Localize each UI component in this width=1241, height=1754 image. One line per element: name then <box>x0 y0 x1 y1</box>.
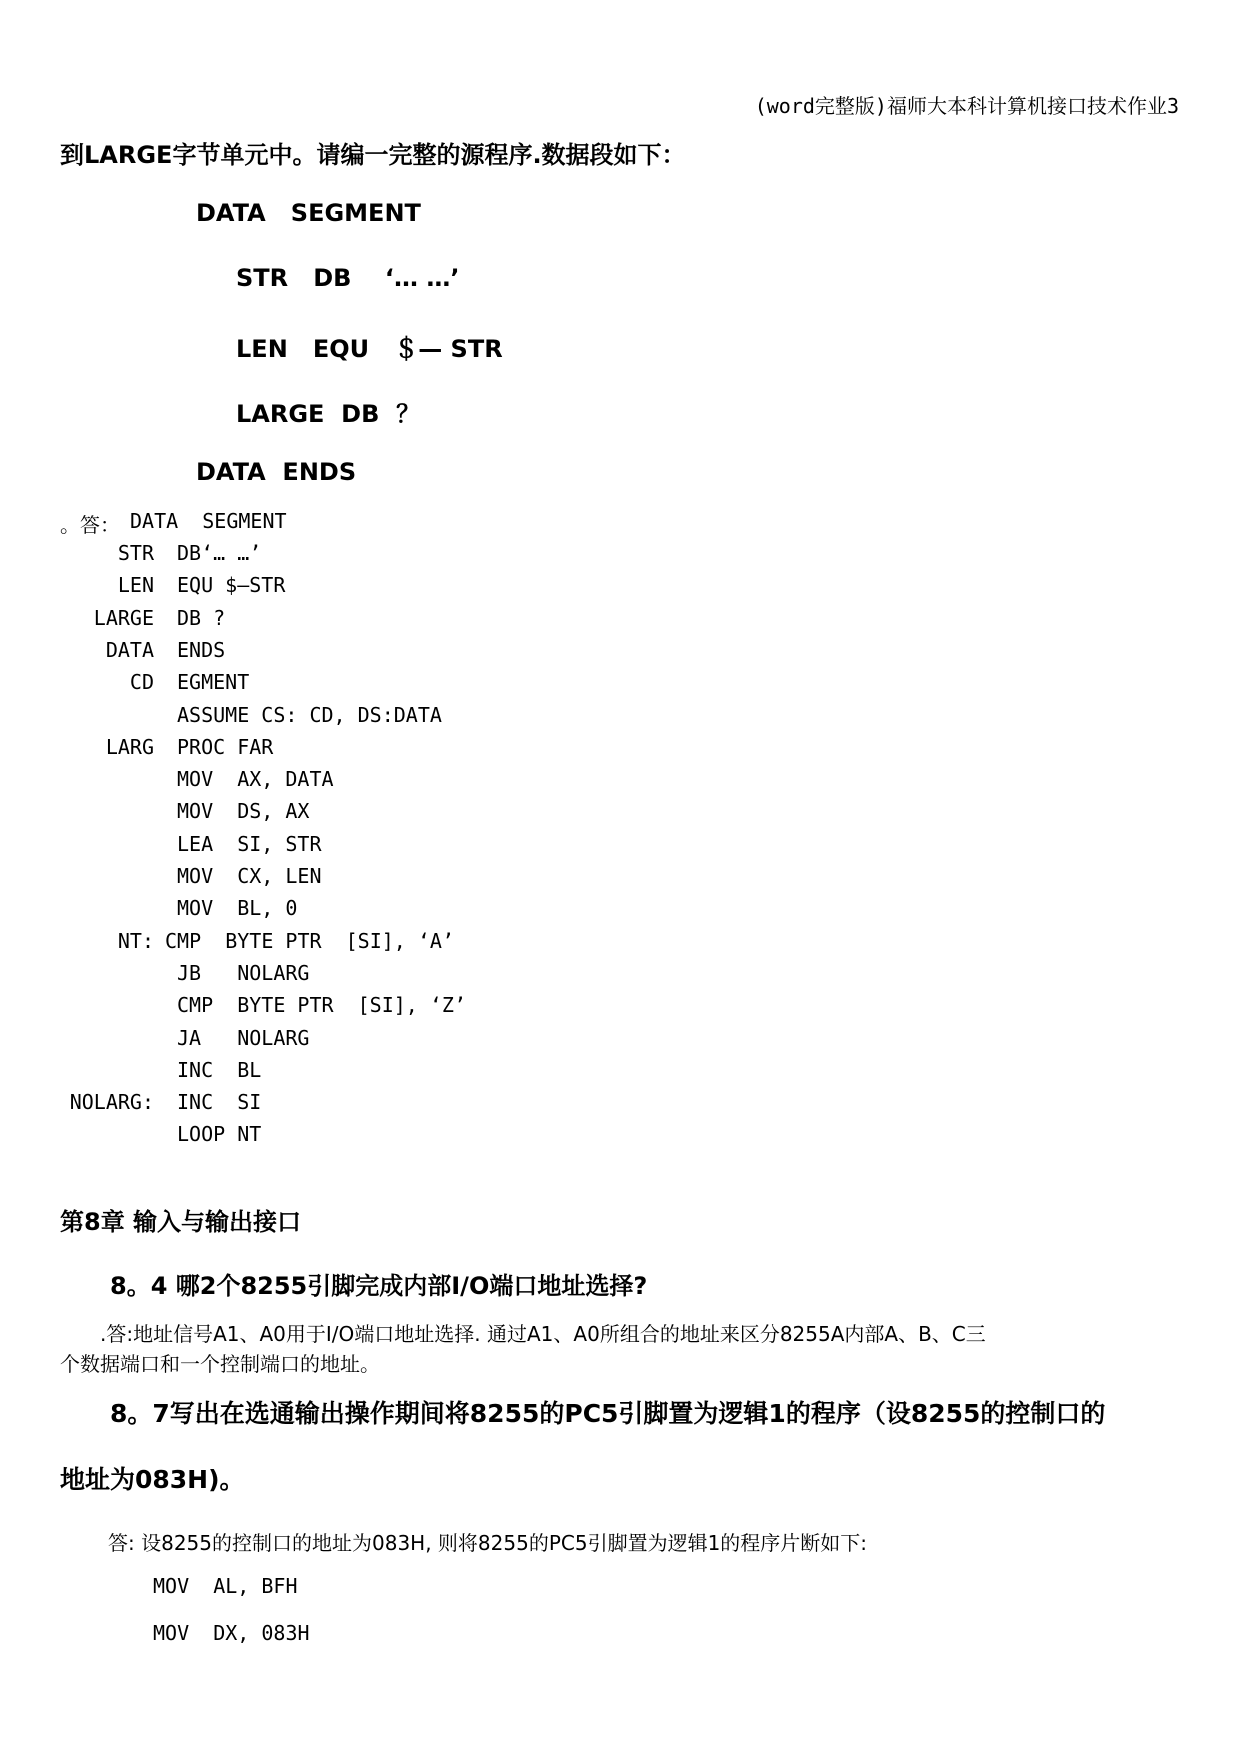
page-header: (word完整版)福师大本科计算机接口技术作业3 <box>754 94 1179 118</box>
intro-text: 到LARGE字节单元中。请编一完整的源程序.数据段如下： <box>60 141 686 169</box>
answer-code-label: NOLARG: <box>69 1090 154 1115</box>
answer-code-line: ASSUME CS: CD, DS:DATA <box>177 702 442 727</box>
answer-code-line: CMP BYTE PTR [SI], ‘Z’ <box>177 993 466 1018</box>
answer-code-label: LARG <box>105 734 154 759</box>
answer-code-line: JB NOLARG <box>177 960 310 985</box>
answer-code-line: EGMENT <box>177 670 250 695</box>
answer-code-line: ENDS <box>177 637 226 662</box>
answer-code-line: INC BL <box>177 1057 262 1082</box>
answer-code-line: DB‘… …’ <box>177 541 262 565</box>
answer-code-label: LARGE <box>93 605 154 630</box>
answer-code-label: CD <box>129 670 154 695</box>
question-8-4-title: 8。4 哪2个8255引脚完成内部I/O端口地址选择? <box>110 1272 648 1300</box>
question-8-7-title-line1: 8。7写出在选通输出操作期间将8255的PC5引脚置为逻辑1的程序（设8255的控制口的 <box>110 1399 1106 1428</box>
answer-prefix: 。答： <box>60 513 120 537</box>
question-8-4-answer-line1: .答:地址信号A1、A0用于I/O端口地址选择. 通过A1、A0所组合的地址来区分8255A内部A、B、C三 <box>100 1322 986 1346</box>
question-8-7-code-line-1: MOV DX, 083H <box>153 1621 310 1645</box>
answer-code-line: INC SI <box>177 1090 262 1115</box>
data-line-1: STR DB ‘… …’ <box>236 264 460 292</box>
data-line-2: LEN EQU ＄— STR <box>236 335 503 363</box>
question-8-7-title-line2: 地址为083H)。 <box>60 1465 245 1494</box>
answer-code-line: JA NOLARG <box>177 1025 310 1050</box>
answer-code-line: LOOP NT <box>177 1122 262 1147</box>
answer-code-line: MOV DS, AX <box>177 799 310 824</box>
answer-code-line: CMP BYTE PTR [SI], ‘A’ <box>165 928 454 953</box>
answer-code-label: STR <box>117 541 154 565</box>
answer-code-line: MOV AX, DATA <box>177 767 334 792</box>
data-line-0: DATA SEGMENT <box>196 199 421 227</box>
answer-code-line: MOV BL, 0 <box>177 896 298 921</box>
answer-code-label: NT: <box>117 928 154 953</box>
question-8-4-answer-line2: 个数据端口和一个控制端口的地址。 <box>60 1352 380 1376</box>
answer-code-line: LEA SI, STR <box>177 831 322 856</box>
answer-code-line: EQU $—STR <box>177 573 286 598</box>
answer-code-label: DATA <box>105 637 154 662</box>
chapter-title: 第8章 输入与输出接口 <box>60 1208 302 1236</box>
answer-code-line: DB ? <box>177 605 226 630</box>
answer-code-line: PROC FAR <box>177 734 274 759</box>
question-8-7-answer: 答: 设8255的控制口的地址为083H, 则将8255的PC5引脚置为逻辑1的程序片断如下: <box>108 1531 868 1555</box>
answer-code-line: MOV CX, LEN <box>177 864 322 888</box>
question-8-7-code-line-0: MOV AL, BFH <box>153 1574 298 1598</box>
data-line-3: LARGE DB ？ <box>236 400 421 428</box>
answer-code-label: LEN <box>117 573 154 598</box>
answer-line-0: DATA SEGMENT <box>130 509 287 533</box>
data-line-4: DATA ENDS <box>196 458 357 486</box>
